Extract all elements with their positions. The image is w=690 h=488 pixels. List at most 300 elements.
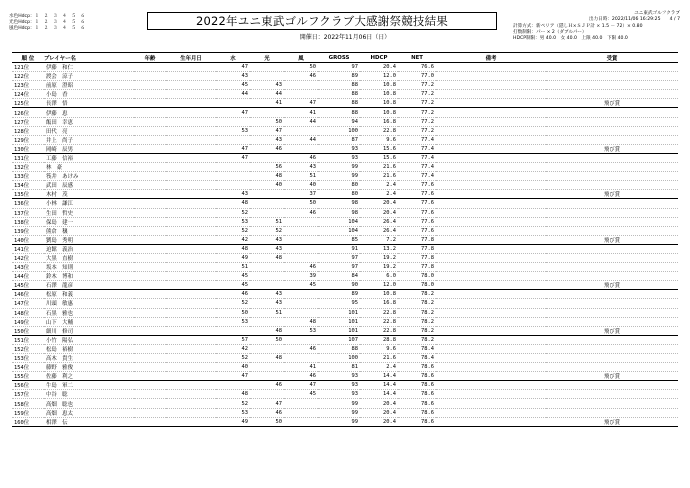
- cell-wind: 47: [284, 99, 318, 108]
- cell-wind: [284, 399, 318, 408]
- cell-hdcp: 20.4: [383, 400, 396, 407]
- cell-rank: 133位: [14, 174, 30, 181]
- cell-hdcp: 22.8: [360, 326, 398, 335]
- cell-rank: 154位: [14, 365, 30, 372]
- cell-gross: 89: [351, 291, 358, 298]
- table-row: [12, 335, 678, 344]
- cell-birthdate: [166, 172, 216, 181]
- cell-net: 77.2: [421, 91, 434, 98]
- cell-water: 48: [241, 391, 248, 398]
- cell-light: 43: [275, 245, 282, 252]
- table-row: [12, 263, 678, 272]
- cell-age: [134, 253, 166, 262]
- cell-award: [546, 363, 678, 372]
- cell-age: [134, 63, 166, 72]
- cell-player-name: 劉島 秀明: [44, 235, 134, 244]
- cell-wind: [284, 144, 318, 153]
- cell-player-name: 伊藤 和仁: [46, 65, 73, 72]
- cell-birthdate: [166, 63, 216, 72]
- cell-gross: 93: [351, 382, 358, 389]
- cell-wind: [284, 290, 318, 299]
- cell-gross: 88: [351, 82, 358, 89]
- cell-birthdate: [166, 208, 216, 217]
- col-birthdate: 生年月日: [166, 53, 216, 63]
- cell-rank: 138位: [14, 219, 30, 226]
- col-water: 水: [216, 53, 250, 63]
- table-row: [12, 244, 678, 253]
- cell-age: [134, 108, 166, 117]
- cell-gross: 101: [318, 326, 360, 335]
- hdcp-legend: [9, 14, 85, 32]
- cell-wind: [284, 217, 318, 226]
- table-row: [12, 72, 678, 81]
- cell-light: [250, 63, 284, 72]
- cell-award: [546, 108, 678, 117]
- club-name: ユニ東武ゴルフクラブ: [634, 11, 680, 16]
- cell-hdcp: 13.2: [383, 245, 396, 252]
- cell-light: 46: [275, 382, 282, 389]
- cell-age: [134, 190, 166, 199]
- cell-water: 52: [241, 400, 248, 407]
- cell-award: 飛び賞: [546, 99, 678, 108]
- cell-net: 77.6: [421, 182, 434, 189]
- cell-gross: 99: [351, 400, 358, 407]
- cell-player-name: 生田 哲史: [46, 210, 73, 217]
- cell-water: 48: [241, 245, 248, 252]
- cell-hdcp: 20.4: [383, 409, 396, 416]
- cell-birthdate: [166, 90, 216, 99]
- cell-net: 78.6: [398, 372, 436, 381]
- cell-water: [216, 326, 250, 335]
- cell-hdcp: 10.8: [383, 82, 396, 89]
- cell-age: [134, 263, 166, 272]
- cell-wind: 43: [309, 164, 316, 171]
- table-row: [12, 299, 678, 308]
- cell-age: [134, 372, 166, 381]
- cell-player-name: 伊藤 恵: [46, 110, 68, 117]
- table-row: [12, 217, 678, 226]
- cell-water: 53: [241, 127, 248, 134]
- hdcp-legend-light: 光色Hdcp：１ ２ ３ ４ ５ ６: [9, 20, 86, 25]
- table-row: [12, 308, 678, 317]
- cell-wind: [284, 308, 318, 317]
- cell-age: [134, 326, 166, 335]
- cell-note: [436, 244, 546, 253]
- cell-gross: 104: [348, 218, 358, 225]
- cell-birthdate: [166, 363, 216, 372]
- cell-net: 77.6: [421, 218, 434, 225]
- cell-note: [436, 263, 546, 272]
- cell-light: [250, 190, 284, 199]
- cell-player-name: 佐藤 利之: [44, 372, 134, 381]
- cell-net: 77.8: [421, 255, 434, 262]
- cell-hdcp: 26.4: [383, 227, 396, 234]
- cell-age: [134, 217, 166, 226]
- cell-note: [436, 108, 546, 117]
- cell-water: 43: [241, 73, 248, 80]
- cell-birthdate: [166, 354, 216, 363]
- cell-light: 47: [275, 400, 282, 407]
- cell-hdcp: 21.6: [383, 355, 396, 362]
- table-row: [12, 90, 678, 99]
- cell-wind: [284, 90, 318, 99]
- cell-birthdate: [166, 72, 216, 81]
- cell-player-name: 筏井 あけみ: [46, 174, 79, 181]
- cell-rank: 158位: [14, 401, 30, 408]
- cell-age: [134, 290, 166, 299]
- table-row: [12, 317, 678, 326]
- cell-gross: 104: [348, 227, 358, 234]
- cell-player-name: 保島 建一: [46, 219, 73, 226]
- cell-hdcp: 6.0: [386, 273, 396, 280]
- cell-award: [546, 172, 678, 181]
- cell-birthdate: [166, 117, 216, 126]
- cell-note: [436, 72, 546, 81]
- cell-hdcp: 22.8: [383, 127, 396, 134]
- cell-gross: 88: [351, 109, 358, 116]
- cell-net: 77.8: [398, 235, 436, 244]
- cell-player-name: 中谷 聡: [46, 392, 68, 399]
- col-net: NET: [398, 53, 436, 63]
- cell-age: [134, 172, 166, 181]
- cell-gross: 97: [351, 255, 358, 262]
- cell-birthdate: [166, 381, 216, 390]
- col-light: 光: [250, 53, 284, 63]
- cell-rank: 144位: [14, 274, 30, 281]
- cell-net: 78.2: [398, 326, 436, 335]
- cell-light: 46: [250, 144, 284, 153]
- cell-net: 77.6: [421, 227, 434, 234]
- cell-wind: 51: [309, 173, 316, 180]
- cell-water: 47: [241, 64, 248, 71]
- cell-birthdate: [166, 344, 216, 353]
- cell-player-name: 長澤 悟: [44, 99, 134, 108]
- cell-water: 47: [241, 109, 248, 116]
- cell-age: [134, 299, 166, 308]
- cell-gross: 98: [351, 209, 358, 216]
- cell-note: [436, 181, 546, 190]
- cell-rank: 128位: [14, 128, 30, 135]
- cell-hdcp: 21.6: [383, 164, 396, 171]
- cell-note: [436, 144, 546, 153]
- cell-light: [250, 272, 284, 281]
- cell-light: 48: [275, 173, 282, 180]
- cell-note: [436, 299, 546, 308]
- cell-rank: 146位: [14, 292, 30, 299]
- cell-award: [546, 135, 678, 144]
- cell-net: 78.2: [421, 336, 434, 343]
- cell-birthdate: [166, 108, 216, 117]
- cell-player-name: 高畑 恵太: [46, 410, 73, 417]
- cell-wind: 46: [309, 154, 316, 161]
- table-row: [12, 126, 678, 135]
- cell-rank: 121位: [14, 65, 30, 72]
- cell-note: [436, 135, 546, 144]
- table-row: [12, 135, 678, 144]
- results-table: [12, 52, 678, 427]
- cell-rank: 152位: [14, 346, 30, 353]
- cell-rank: 153位: [14, 356, 30, 363]
- cell-note: [436, 317, 546, 326]
- cell-rank: 145位: [12, 281, 44, 290]
- cell-net: 78.6: [421, 364, 434, 371]
- cell-rank: 157位: [14, 392, 30, 399]
- cell-light: [250, 153, 284, 162]
- cell-award: [546, 408, 678, 417]
- cell-light: [250, 372, 284, 381]
- cell-rank: 141位: [14, 246, 30, 253]
- table-row: [12, 354, 678, 363]
- cell-wind: [284, 253, 318, 262]
- cell-net: 78.2: [421, 318, 434, 325]
- cell-birthdate: [166, 263, 216, 272]
- cell-net: 77.6: [421, 200, 434, 207]
- cell-hdcp: 9.6: [386, 345, 396, 352]
- cell-award: [546, 335, 678, 344]
- hdcp-limit: HDCP制限：男 40.0 女 40.0 上限 40.0 下限 40.0: [513, 36, 628, 41]
- cell-player-name: 渡会 涼子: [46, 74, 73, 81]
- cell-award: [546, 344, 678, 353]
- cell-water: 43: [216, 190, 250, 199]
- cell-gross: 80: [351, 182, 358, 189]
- hdcp-legend-wind: 風色Hdcp：１ ２ ３ ４ ５ ６: [9, 26, 86, 31]
- cell-hdcp: 10.8: [383, 109, 396, 116]
- col-player: プレイヤー名: [44, 53, 134, 63]
- cell-note: [436, 253, 546, 262]
- table-row: [12, 190, 678, 199]
- cell-age: [134, 244, 166, 253]
- cell-net: 77.4: [421, 154, 434, 161]
- cell-award: [546, 226, 678, 235]
- cell-note: [436, 99, 546, 108]
- cell-award: [546, 381, 678, 390]
- cell-age: [134, 354, 166, 363]
- cell-hdcp: 10.8: [383, 291, 396, 298]
- cell-player-name: 細川 修司: [44, 326, 134, 335]
- cell-rank: 122位: [14, 74, 30, 81]
- cell-wind: [284, 126, 318, 135]
- cell-birthdate: [166, 326, 216, 335]
- cell-rank: 126位: [14, 110, 30, 117]
- cell-water: 50: [241, 309, 248, 316]
- cell-net: 77.4: [398, 144, 436, 153]
- cell-net: 77.2: [421, 82, 434, 89]
- cell-wind: 46: [309, 345, 316, 352]
- cell-age: [134, 90, 166, 99]
- cell-hdcp: 10.8: [383, 91, 396, 98]
- cell-rank: 140位: [12, 235, 44, 244]
- cell-player-name: 木村 茂: [44, 190, 134, 199]
- col-gross: GROSS: [318, 53, 360, 63]
- table-row: [12, 417, 678, 426]
- cell-note: [436, 163, 546, 172]
- table-row: [12, 290, 678, 299]
- cell-age: [134, 135, 166, 144]
- cell-note: [436, 326, 546, 335]
- cell-water: 45: [241, 273, 248, 280]
- cell-hdcp: 9.6: [386, 136, 396, 143]
- document-title: 2022年ユニ東武ゴルフクラブ大感謝祭競技結果: [147, 12, 497, 30]
- cell-age: [134, 81, 166, 90]
- cell-hdcp: 7.2: [360, 235, 398, 244]
- cell-hdcp: 2.4: [360, 190, 398, 199]
- col-wind: 風: [284, 53, 318, 63]
- cell-gross: 89: [351, 73, 358, 80]
- cell-wind: [284, 81, 318, 90]
- cell-gross: 100: [348, 127, 358, 134]
- cell-hdcp: 16.8: [383, 300, 396, 307]
- cell-light: 51: [275, 309, 282, 316]
- cell-net: 78.2: [421, 300, 434, 307]
- cell-award: [546, 117, 678, 126]
- cell-light: [250, 108, 284, 117]
- cell-wind: [284, 235, 318, 244]
- cell-note: [436, 172, 546, 181]
- cell-age: [134, 235, 166, 244]
- cell-water: 46: [241, 291, 248, 298]
- cell-rank: 142位: [14, 256, 30, 263]
- cell-gross: 93: [318, 372, 360, 381]
- cell-player-name: 松島 裕樹: [46, 346, 73, 353]
- event-date: 開催日：2022年11月06日（日）: [299, 34, 391, 41]
- cell-light: [250, 263, 284, 272]
- cell-award: [546, 399, 678, 408]
- cell-player-name: 武田 辰感: [46, 183, 73, 190]
- cell-note: [436, 417, 546, 426]
- cell-birthdate: [166, 199, 216, 208]
- cell-net: 77.4: [421, 173, 434, 180]
- cell-net: 78.6: [421, 382, 434, 389]
- table-row: [12, 326, 678, 335]
- cell-light: 46: [275, 409, 282, 416]
- cell-water: 52: [241, 227, 248, 234]
- cell-age: [134, 181, 166, 190]
- cell-net: 78.6: [421, 400, 434, 407]
- cell-net: 78.0: [421, 273, 434, 280]
- cell-rank: 160位: [12, 417, 44, 426]
- cell-net: 78.4: [421, 355, 434, 362]
- cell-player-name: 工藤 信裕: [46, 155, 73, 162]
- cell-water: 47: [216, 372, 250, 381]
- cell-note: [436, 363, 546, 372]
- cell-light: 43: [275, 291, 282, 298]
- cell-player-name: 牛島 軍二: [46, 383, 73, 390]
- cell-hdcp: 22.8: [383, 318, 396, 325]
- cell-birthdate: [166, 253, 216, 262]
- cell-gross: 99: [351, 164, 358, 171]
- cell-age: [134, 363, 166, 372]
- cell-award: 飛び賞: [546, 372, 678, 381]
- cell-water: 53: [241, 218, 248, 225]
- cell-gross: 95: [351, 300, 358, 307]
- cell-hdcp: 20.4: [383, 64, 396, 71]
- cell-rank: 130位: [12, 144, 44, 153]
- cell-wind: [284, 226, 318, 235]
- cell-wind: 45: [309, 391, 316, 398]
- table-row: [12, 99, 678, 108]
- cell-hdcp: 15.6: [383, 154, 396, 161]
- table-row: [12, 172, 678, 181]
- cell-birthdate: [166, 335, 216, 344]
- table-row: [12, 144, 678, 153]
- cell-rank: 137位: [14, 210, 30, 217]
- cell-birthdate: [166, 390, 216, 399]
- cell-wind: 53: [284, 326, 318, 335]
- cell-rank: 123位: [14, 83, 30, 90]
- cell-birthdate: [166, 217, 216, 226]
- cell-water: 52: [241, 300, 248, 307]
- cell-water: [216, 181, 250, 190]
- cell-award: [546, 272, 678, 281]
- cell-gross: 94: [351, 118, 358, 125]
- cell-award: [546, 199, 678, 208]
- cell-age: [134, 399, 166, 408]
- cell-hdcp: 12.0: [383, 73, 396, 80]
- cell-rank: 150位: [12, 326, 44, 335]
- cell-note: [436, 290, 546, 299]
- cell-hdcp: 10.8: [360, 99, 398, 108]
- cell-award: [546, 126, 678, 135]
- cell-birthdate: [166, 417, 216, 426]
- cell-wind: 40: [309, 182, 316, 189]
- cell-light: 43: [275, 300, 282, 307]
- cell-player-name: 井上 尚子: [46, 137, 73, 144]
- cell-net: 77.8: [421, 264, 434, 271]
- table-row: [12, 363, 678, 372]
- cell-award: 飛び賞: [546, 326, 678, 335]
- cell-award: 飛び賞: [546, 281, 678, 290]
- cell-player-name: 山下 大輔: [46, 319, 73, 326]
- cell-hdcp: 16.8: [383, 118, 396, 125]
- cell-water: 45: [216, 281, 250, 290]
- cell-light: [250, 344, 284, 353]
- cell-wind: 46: [284, 372, 318, 381]
- cell-hdcp: 2.4: [386, 182, 396, 189]
- cell-wind: [284, 335, 318, 344]
- cell-gross: 81: [351, 364, 358, 371]
- cell-age: [134, 117, 166, 126]
- calc-method: 計算方式：新ペリア（隠しＨ×ＳＪＰ計 × 1.5 － 72）× 0.80: [513, 24, 643, 29]
- cell-light: 52: [275, 227, 282, 234]
- cell-award: [546, 317, 678, 326]
- cell-birthdate: [166, 399, 216, 408]
- cell-note: [436, 408, 546, 417]
- cell-light: [250, 208, 284, 217]
- cell-gross: 100: [348, 355, 358, 362]
- cell-birthdate: [166, 317, 216, 326]
- cell-light: [250, 72, 284, 81]
- cell-rank: 125位: [12, 99, 44, 108]
- cell-note: [436, 272, 546, 281]
- cell-note: [436, 390, 546, 399]
- cell-note: [436, 63, 546, 72]
- table-row: [12, 208, 678, 217]
- cell-birthdate: [166, 99, 216, 108]
- cell-gross: 93: [318, 144, 360, 153]
- cell-hdcp: 14.4: [360, 372, 398, 381]
- cell-hdcp: 20.4: [360, 417, 398, 426]
- cell-gross: 107: [348, 336, 358, 343]
- cell-rank: 148位: [14, 310, 30, 317]
- cell-note: [436, 217, 546, 226]
- cell-note: [436, 354, 546, 363]
- cell-gross: 93: [351, 391, 358, 398]
- cell-rank: 129位: [14, 137, 30, 144]
- cell-net: 77.0: [421, 73, 434, 80]
- cell-hdcp: 26.4: [383, 218, 396, 225]
- cell-hdcp: 20.4: [383, 200, 396, 207]
- cell-rank: 155位: [12, 372, 44, 381]
